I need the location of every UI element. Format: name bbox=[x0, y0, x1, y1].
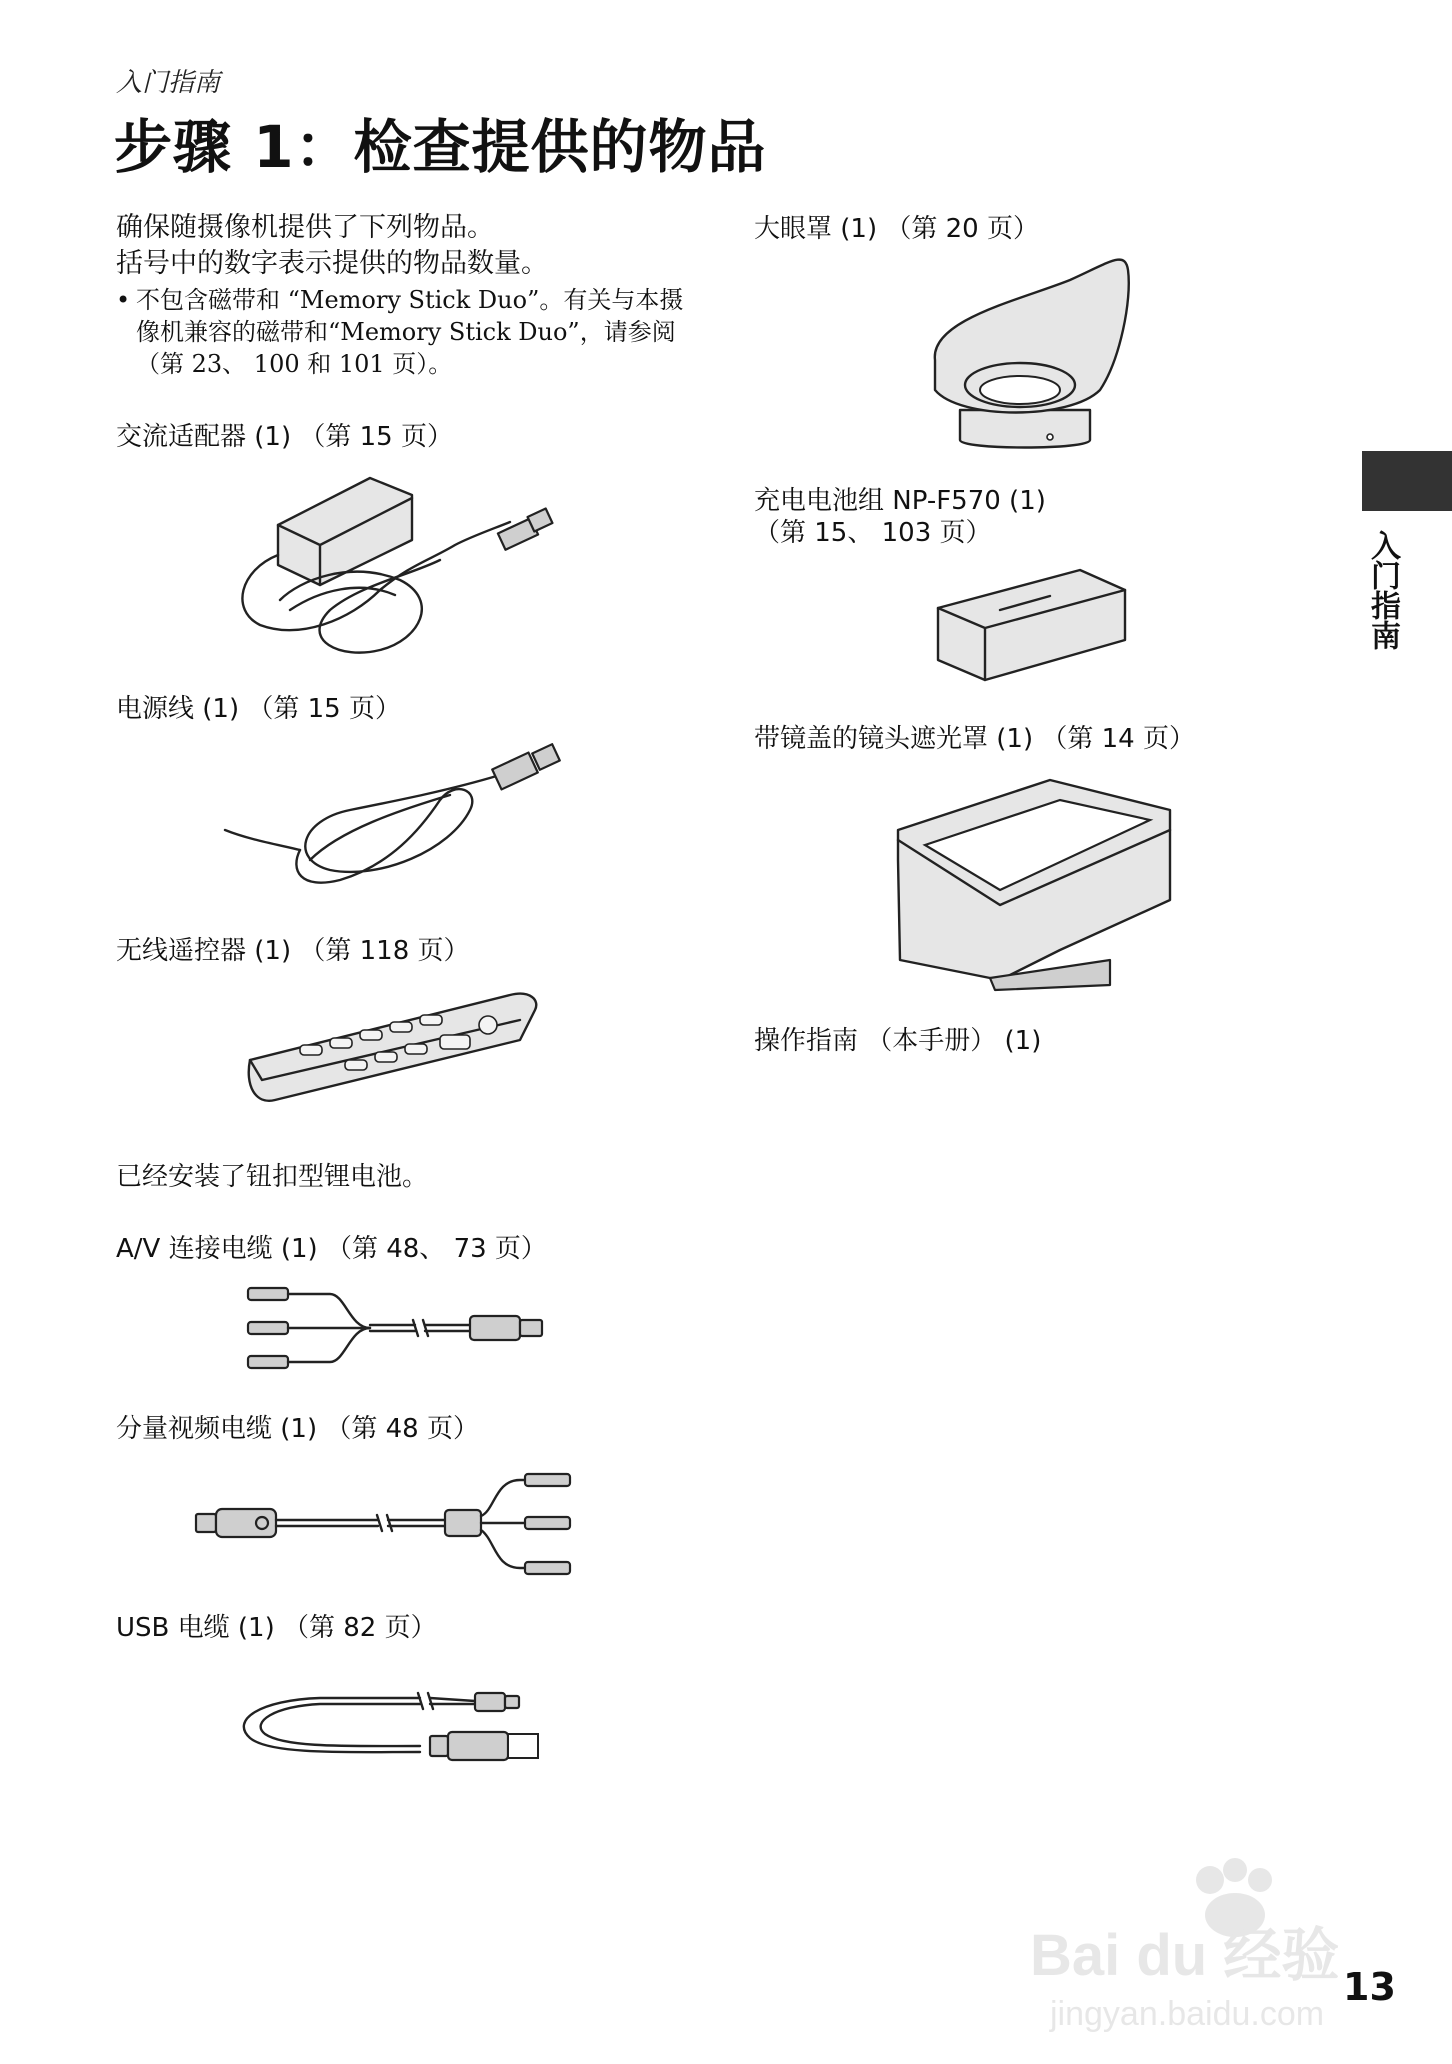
side-tab-block bbox=[1362, 451, 1452, 511]
ac-adapter-illustration bbox=[242, 478, 552, 653]
remote-illustration bbox=[249, 994, 537, 1101]
page-number: 13 bbox=[1343, 1965, 1396, 2009]
battery-label-line2: （第 15、 103 页） bbox=[754, 518, 992, 548]
power-cord-label: 电源线 (1) （第 15 页） bbox=[116, 694, 401, 724]
battery-label-line1: 充电电池组 NP-F570 (1) bbox=[754, 486, 1046, 516]
intro-line-2: 括号中的数字表示提供的物品数量。 bbox=[116, 248, 548, 279]
watermark-brand: Bai du 经验 bbox=[1030, 1923, 1340, 1988]
lens-hood-illustration bbox=[898, 780, 1170, 990]
intro-line-1: 确保随摄像机提供了下列物品。 bbox=[116, 212, 494, 243]
note-text: 不包含磁带和 “Memory Stick Duo”。有关与本摄像机兼容的磁带和“Memory Stick Duo”，请参阅 （第 23、 100 和 101 页）。 bbox=[136, 286, 684, 378]
av-cable-illustration bbox=[248, 1288, 542, 1368]
side-tab-text: 入门指南 bbox=[1365, 530, 1400, 650]
eyecup-illustration bbox=[935, 260, 1129, 448]
page-title: 步骤 1：检查提供的物品 bbox=[114, 113, 767, 181]
lens-hood-label: 带镜盖的镜头遮光罩 (1) （第 14 页） bbox=[754, 724, 1195, 754]
usb-cable-illustration bbox=[244, 1693, 538, 1760]
remote-label: 无线遥控器 (1) （第 118 页） bbox=[116, 936, 470, 966]
section-label: 入门指南 bbox=[116, 68, 221, 98]
note-bullet: • bbox=[116, 286, 131, 314]
component-cable-illustration bbox=[196, 1474, 570, 1574]
usb-cable-label: USB 电缆 (1) （第 82 页） bbox=[116, 1613, 437, 1643]
remote-note: 已经安装了钮扣型锂电池。 bbox=[116, 1162, 429, 1192]
power-cord-illustration bbox=[225, 744, 560, 882]
manual-label: 操作指南 （本手册） (1) bbox=[754, 1026, 1042, 1056]
av-cable-label: A/V 连接电缆 (1) （第 48、 73 页） bbox=[116, 1234, 547, 1264]
battery-illustration bbox=[938, 570, 1125, 680]
baidu-watermark bbox=[1010, 1840, 1390, 2040]
ac-adapter-label: 交流适配器 (1) （第 15 页） bbox=[116, 422, 453, 452]
eyecup-label: 大眼罩 (1) （第 20 页） bbox=[754, 214, 1039, 244]
watermark-url: jingyan.baidu.com bbox=[1050, 1995, 1325, 2033]
component-cable-label: 分量视频电缆 (1) （第 48 页） bbox=[116, 1414, 479, 1444]
